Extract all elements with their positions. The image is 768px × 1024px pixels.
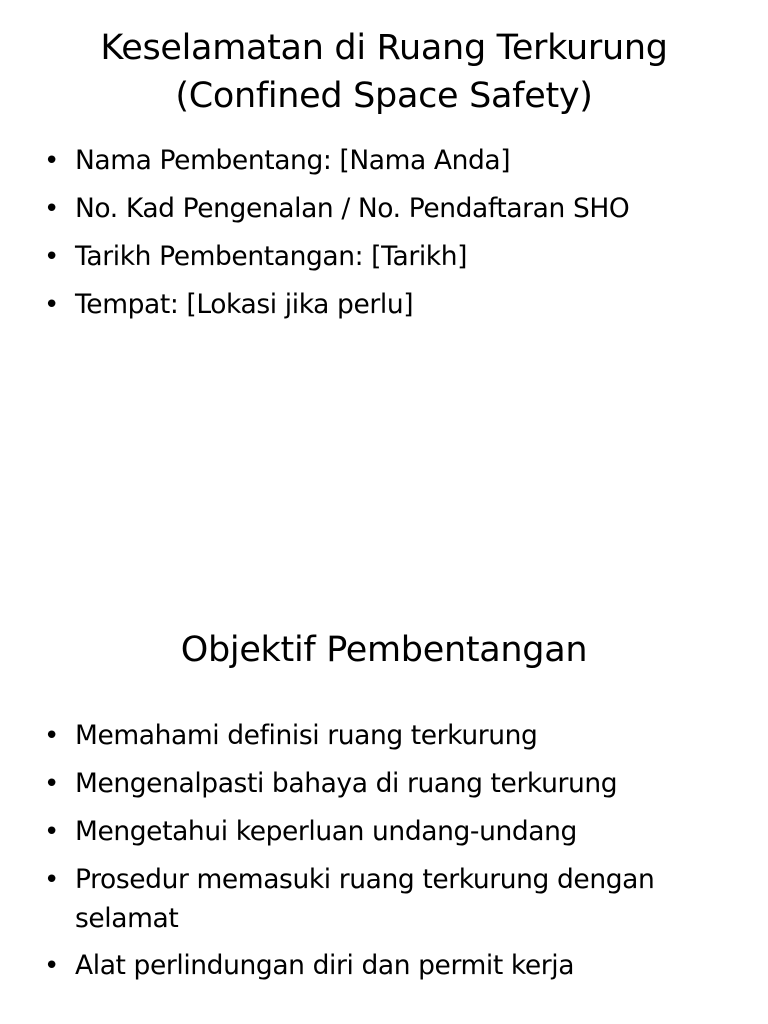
bullet-icon: •: [44, 194, 59, 224]
bullet-icon: •: [44, 865, 59, 895]
title-line: Objektif Pembentangan: [180, 630, 588, 670]
list-item: [44, 716, 728, 756]
list-item: [44, 189, 728, 229]
bullet-icon: •: [44, 290, 59, 320]
list-item: [44, 860, 728, 938]
title-line: (Confined Space Safety): [175, 76, 593, 116]
bullet-icon: •: [44, 146, 59, 176]
list-item: [44, 812, 728, 852]
list-item: [44, 141, 728, 181]
bullet-text: Mengenalpasti bahaya di ruang terkurung: [75, 768, 618, 799]
bullet-icon: •: [44, 769, 59, 799]
bullet-icon: •: [44, 721, 59, 751]
bullet-icon: •: [44, 242, 59, 272]
bullet-text: Mengetahui keperluan undang-undang: [75, 816, 577, 847]
title-line: Keselamatan di Ruang Terkurung: [100, 28, 668, 68]
bullet-text: Prosedur memasuki ruang terkurung dengan selamat: [75, 864, 655, 934]
list-item: [44, 764, 728, 804]
bullet-text: Memahami definisi ruang terkurung: [75, 720, 538, 751]
list-item: [44, 237, 728, 277]
bullet-text: Nama Pembentang: [Nama Anda]: [75, 145, 511, 176]
bullet-text: Tempat: [Lokasi jika perlu]: [75, 289, 414, 320]
bullet-list: [44, 716, 728, 994]
slide-title: [40, 24, 728, 120]
bullet-icon: •: [44, 817, 59, 847]
bullet-list: [44, 141, 728, 333]
list-item: [44, 946, 728, 986]
bullet-text: Tarikh Pembentangan: [Tarikh]: [75, 241, 468, 272]
list-item: [44, 285, 728, 325]
bullet-text: Alat perlindungan diri dan permit kerja: [75, 950, 575, 981]
slide-objectives: [0, 512, 768, 1024]
slide-title: [40, 626, 728, 674]
bullet-icon: •: [44, 951, 59, 981]
bullet-text: No. Kad Pengenalan / No. Pendaftaran SHO: [75, 193, 630, 224]
